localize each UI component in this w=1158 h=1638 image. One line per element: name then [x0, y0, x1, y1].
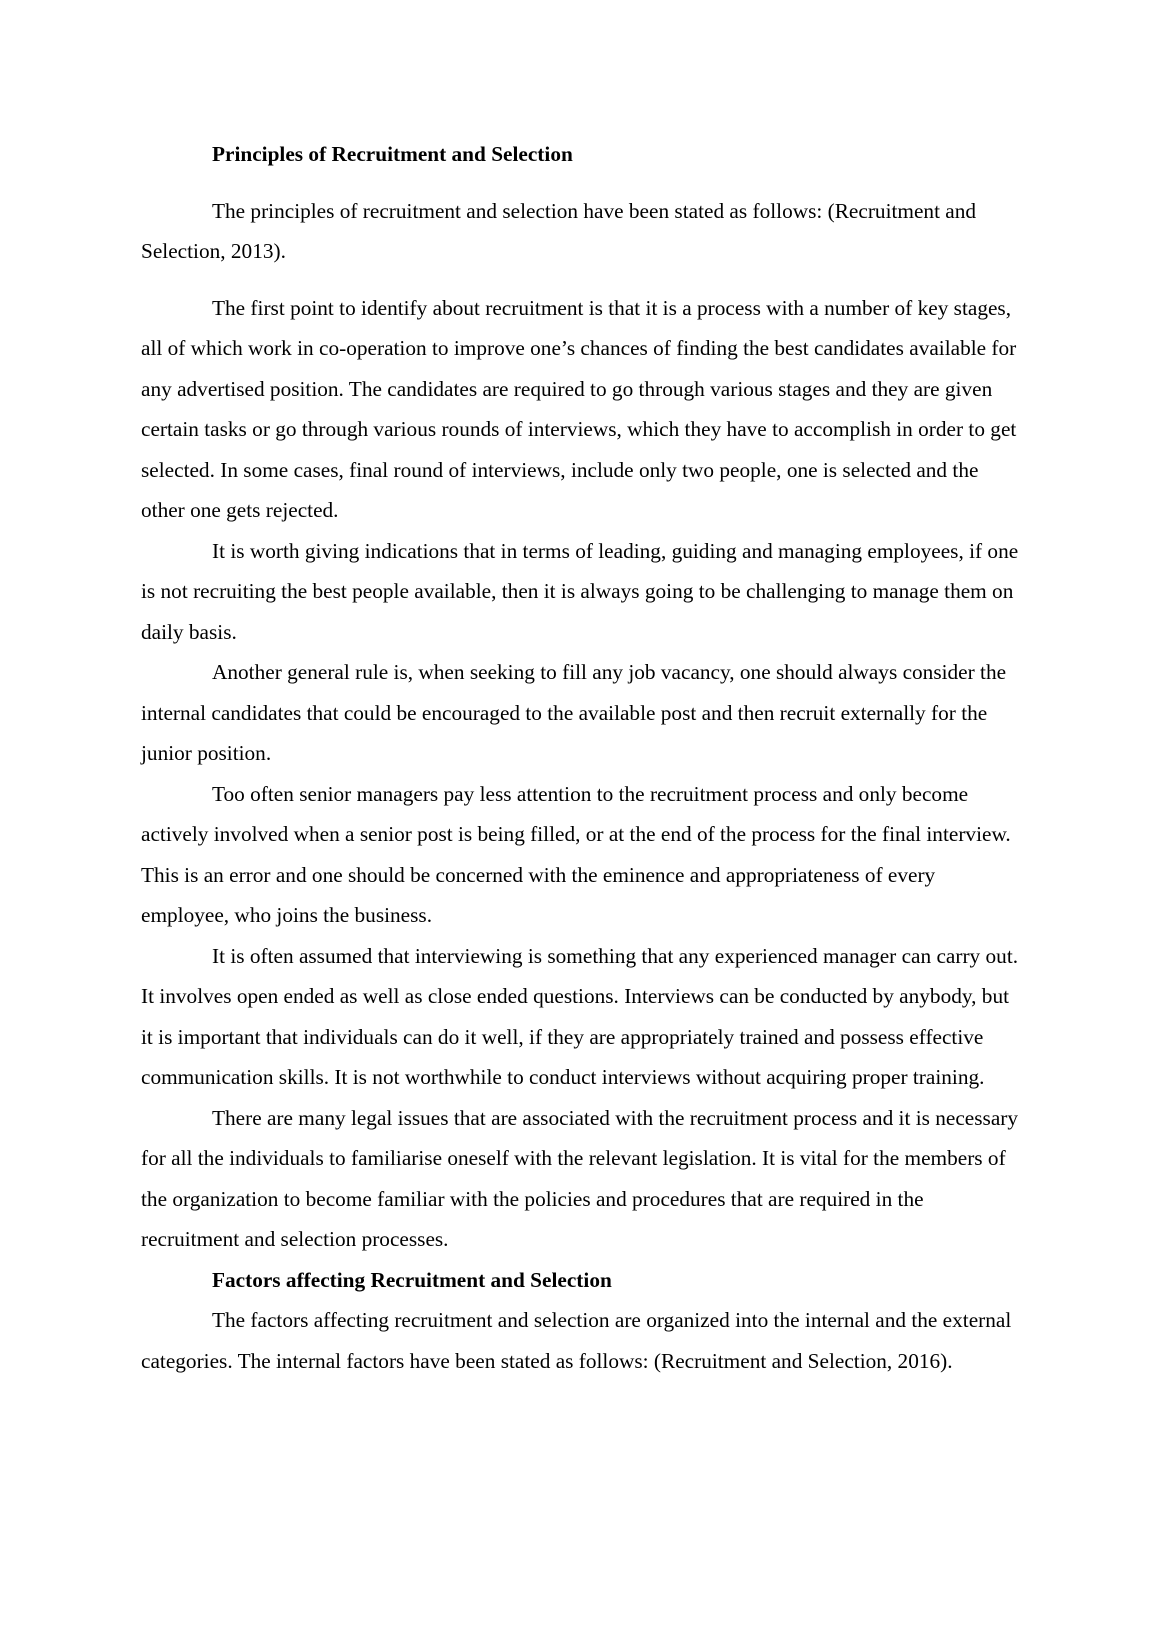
paragraph-principles-intro: The principles of recruitment and selection have been stated as follows: (Recruitment and Selection, 2013). — [141, 198, 977, 263]
paragraph-managing-employees: It is worth giving indications that in terms of leading, guiding and managing employees, if one is not recruiting the best people available, then it is always going to be challenging to manage them on daily basis. — [141, 538, 1019, 644]
paragraph-factors-intro: The factors affecting recruitment and selection are organized into the internal and the external categories. The internal factors have been stated as follows: (Recruitment and Selection, 2016). — [141, 1308, 1012, 1373]
section-heading-factors: Factors affecting Recruitment and Selection — [212, 1267, 612, 1292]
paragraph-senior-managers: Too often senior managers pay less attention to the recruitment process and only become actively involved when a senior post is being filled, or at the end of the process for the final interview. This is an error and one should be concerned with the eminence and appropriateness of every employee, who joins the business. — [141, 781, 1011, 927]
paragraph-internal-candidates: Another general rule is, when seeking to fill any job vacancy, one should always consider the internal candidates that could be encouraged to the available post and then recruit externally for the junior position. — [141, 660, 1007, 765]
paragraph-key-stages: The first point to identify about recruitment is that it is a process with a number of key stages, all of which work in co-operation to improve one’s chances of finding the best candidates available for any advertised position. The candidates are required to go through various stages and they are given certain tasks or go through various rounds of interviews, which they have to accomplish in order to get selected. In some cases, final round of interviews, include only two people, one is selected and the other one gets rejected. — [141, 295, 1017, 522]
paragraph-legal-issues: There are many legal issues that are associated with the recruitment process and it is necessary for all the individuals to familiarise oneself with the relevant legislation. It is vital for the members of the organization to become familiar with the policies and procedures that are required in the recruitment and selection processes. — [141, 1105, 1019, 1251]
document-body — [141, 134, 1026, 1381]
section-heading-principles: Principles of Recruitment and Selection — [212, 142, 573, 166]
paragraph-interviewing: It is often assumed that interviewing is something that any experienced manager can carry out. It involves open ended as well as close ended questions. Interviews can be conducted by anybody, but it is important that individuals can do it well, if they are appropriately trained and possess effective communication skills. It is not worthwhile to conduct interviews without acquiring proper training. — [141, 943, 1019, 1089]
